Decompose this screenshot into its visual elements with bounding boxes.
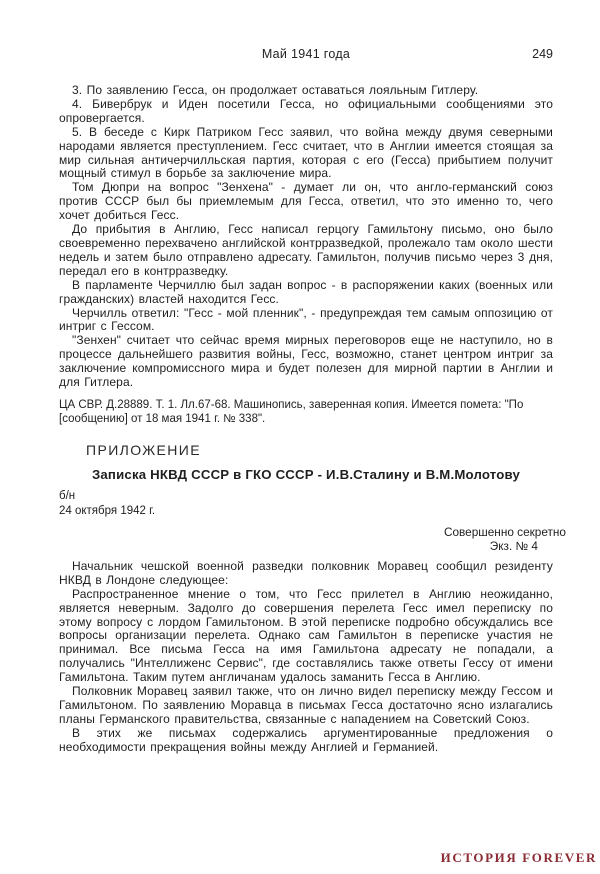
doc-meta xyxy=(59,489,553,519)
appendix-label: ПРИЛОЖЕНИЕ xyxy=(86,441,202,458)
document-paragraph: Том Дюпри на вопрос "Зенхена" - думает ли он, что англо-германский союз против СССР был бы приемлемым для Гесса, ответил, что это именно то, чего хочет добиться Гесс. xyxy=(59,180,553,223)
running-header xyxy=(59,47,553,61)
archive-source-note: ЦА СВР. Д.28889. Т. 1. Лл.67-68. Машинопись, заверенная копия. Имеется помета: "По [сообщению] от 18 мая 1941 г. № 338". xyxy=(59,398,524,426)
page-number: 249 xyxy=(532,47,553,61)
document-paragraph: "Зенхен" считает что сейчас время мирных переговоров еще не наступило, но в процессе дальнейшего развития войны, Гесс, возможно, станет центром интриг за заключение компромиссного мира и будет полезен для мирной партии в Англии и для Гитлера. xyxy=(59,333,553,390)
page-text-block xyxy=(59,83,566,755)
doc-number: б/н xyxy=(59,489,76,502)
running-header-title: Май 1941 года xyxy=(261,47,351,61)
document-paragraph: 3. По заявлению Гесса, он продолжает оставаться лояльным Гитлеру. xyxy=(72,83,479,97)
document-paragraph: 4. Бивербрук и Иден посетили Гесса, но официальными сообщениями это опровергается. xyxy=(59,96,553,125)
classification-block xyxy=(59,525,566,553)
copy-number: Экз. № 4 xyxy=(489,538,538,553)
document-paragraph: Черчилль ответил: "Гесс - мой пленник", - предупреждая тем самым оппозицию от интриг с Гессом. xyxy=(59,305,553,334)
document-paragraph: До прибытия в Англию, Гесс написал герцогу Гамильтону письмо, оно было своевременно перехвачено английской контрразведкой, пролежало там около шести недель и затем было отправлено адресату. Гамильтон, получив письмо через 3 дня, передал его в контрразведку. xyxy=(59,222,553,278)
document-paragraph: Полковник Моравец заявил также, что он лично видел переписку между Гессом и Гамильтоном. По заявлению Моравца в письмах Гесса достаточно ясно излагались планы Германского правительства, связанные с нападением на Советский Союз. xyxy=(59,684,553,726)
doc-date: 24 октября 1942 г. xyxy=(59,504,156,517)
document-paragraph: Распространенное мнение о том, что Гесс прилетел в Англию неожиданно, является неверным. Задолго до совершения перелета Гесс имел переписку по этому вопросу с лордом Гамильтоном. В этой переписке подробно обсуждались все вопросы организации перелета. Однако сам Гамильтон в переписке участия не принимал. Все письма Гесса на имя Гамильтона адресату не попадали, а получались "Интеллиженс Сервис", где составлялись также ответы Гессу от имени Гамильтона. Таким путем англичанам удалось заманить Гесса в Англию. xyxy=(59,586,553,685)
document-paragraph: 5. В беседе с Кирк Патриком Гесс заявил, что война между двумя северными народами является преступлением. Гесс считает, что в Англии имеется стоящая за мир сильная античерчилльская партия, которая с его (Гесса) прибытием получит мощный стимул в борьбе за заключение мира. xyxy=(59,124,553,181)
document-paragraph: В этих же письмах содержались аргументированные предложения о необходимости прекращения войны между Англией и Германией. xyxy=(59,725,553,754)
document-paragraph: В парламенте Черчиллю был задан вопрос - в распоряжении каких (военных или гражданских) властей находится Гесс. xyxy=(59,277,553,306)
document-paragraph: Начальник чешской военной разведки полковник Моравец сообщил резиденту НКВД в Лондоне следующее: xyxy=(59,558,553,587)
document-1-body xyxy=(59,84,553,390)
document-2-body xyxy=(59,560,553,755)
appendix-doc-title: Записка НКВД СССР в ГКО СССР - И.В.Сталину и В.М.Молотову xyxy=(91,466,521,482)
watermark-text: ИСТОРИЯ FOREVER xyxy=(440,850,597,865)
classification-stamp: Совершенно секретно xyxy=(443,524,566,539)
